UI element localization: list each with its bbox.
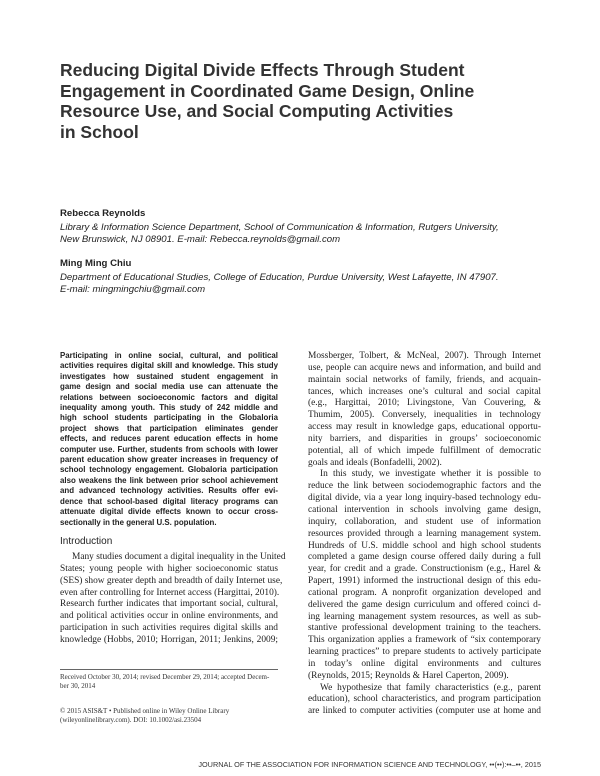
body-line: goals and ideals (Bonfadelli, 2002). [308,457,442,468]
footnote-divider [60,669,278,670]
abstract-line: effects, and reduces parent education effects in home [60,434,278,444]
body-line: are linked to computer activities (computer use at home and [308,706,541,717]
abstract-line: Participating in online social, cultural, and political [60,351,278,360]
title-line: in School [60,121,139,142]
body-line: (Reynolds, 2015; Reynolds & Harel Caperton, 2009). [308,670,509,681]
body-line: Many studies document a digital inequality in the United [72,552,286,562]
footnote-line: © 2015 ASIS&T • Published online in Wiley Online Library [60,707,230,715]
abstract-line: relations between socioeconomic factors and digital [60,392,278,402]
author-block [60,208,560,247]
body-line: tances, which increases one’s cultural and social capital [308,386,541,397]
body-line: cational intervention in schools involving game design, [308,504,541,515]
body-line: delivered the game design curriculum and offered coinci d- [308,599,541,610]
author-name: Rebecca Reynolds [60,208,146,219]
abstract-line: computer use. Further, students from schools with lower [60,444,278,454]
footnote-line: ber 30, 2014 [60,682,96,691]
title-line: Engagement in Coordinated Game Design, Online [60,80,475,101]
body-line: knowledge (Hobbs, 2010; Horrigan, 2011; Jenkins, 2009; [60,634,278,645]
abstract [60,351,278,528]
footnote-line: Received October 30, 2014; revised December 29, 2014; accepted Decem- [60,673,270,681]
body-line: Hundreds of U.S. middle school and high school students [308,540,541,551]
body-line: Thumim, 2005). Conversely, inequalities in technology [308,410,541,421]
body-line: maintain social networks of family, friends, and acquain- [308,374,541,385]
body-line: reduce the link between sociodemographic factors and the [308,481,541,492]
abstract-line: inequality among youth. This study of 242 middle and [60,403,278,413]
body-line: year, for credit and a grade. Constructionism (e.g., Harel & [308,564,541,575]
abstract-line: attenuate digital divide effects known to occur cross- [60,507,278,517]
body-line: In this study, we investigate whether it is possible to [320,469,541,480]
abstract-line: parent education show greater increases in frequency of [60,455,278,465]
body-line: digital divide, via a year long inquiry-based technology edu- [308,493,541,504]
article-title [60,60,530,142]
abstract-line: also weakens the link between prior school achievement [60,475,278,485]
abstract-line: activities requires digital skill and knowledge. This study [60,361,278,371]
body-line: potential, all of which impede fulfillment of democratic [308,445,541,456]
body-line: access may result in knowledge gaps, educational opportu- [308,422,541,433]
author-affiliation: Library & Information Science Department, School of Communication & Information, Rutgers University, [60,221,499,233]
body-line: and political activities occur in online environments, and [60,611,278,622]
body-line: Mossberger, Tolbert, & McNeal, 2007). Through Internet [308,351,541,361]
abstract-line: high school students participating in the Globaloria [60,413,278,423]
body-line: (SES) show greater depth and breadth of daily Internet use, [60,575,283,586]
title-line: Resource Use, and Social Computing Activities [60,101,454,121]
author-name: Ming Ming Chiu [60,258,132,269]
body-line: (e.g., Hargittai, 2010; Livingstone, Van Couvering, & [308,398,541,409]
introduction-body [60,552,286,647]
author-affiliation: Department of Educational Studies, College of Education, Purdue University, West Lafayette, IN 47907. [60,271,499,283]
body-line: nity barriers, and disparities in groups’ socioeconomic [308,433,541,444]
copyright-note [60,707,278,726]
title-line: Reducing Digital Divide Effects Through Student [60,60,465,80]
body-line: education), school characteristics, and program participation [308,694,541,705]
abstract-line: game design and social media use can attenuate the [60,382,278,392]
introduction-heading: Introduction [60,536,113,547]
body-line: use, people can acquire news and information, and build and [308,362,541,373]
abstract-line: project shows that participation eliminates gender [60,423,278,433]
abstract-line: and advanced technology activities. Results offer evi- [60,486,278,496]
body-line: participation in such activities requires digital skills and [60,623,278,634]
abstract-line: sectionally in the general U.S. population. [60,517,217,527]
body-line: cational program. A nonprofit organization developed and [308,587,541,598]
author-block [60,258,560,297]
body-line: States; young people with higher socioeconomic status [60,563,278,574]
right-column-body [308,351,541,718]
running-footer: JOURNAL OF THE ASSOCIATION FOR INFORMATION SCIENCE AND TECHNOLOGY, ••(••):••–••, 2015 [198,760,541,769]
body-line: Research further indicates that important social, cultural, [60,599,278,610]
body-line: learning practices” to prepare students to actively participate [308,647,541,658]
body-line: in today’s online digital environments and cultures [308,658,541,669]
received-dates-note [60,673,278,692]
body-line: completed a game design course offered daily during a full [308,552,541,563]
body-line: resources provided through a learning management system. [308,528,541,539]
body-line: Papert, 1991) informed the instructional design of this edu- [308,576,541,587]
author-affiliation: E-mail: mingmingchiu@gmail.com [60,284,206,295]
footnote-line: (wileyonlinelibrary.com). DOI: 10.1002/asi.23504 [60,716,202,725]
body-line: ing learning management system resources, as well as sub- [308,611,541,622]
abstract-line: investigates how sustained student engagement in [60,371,278,381]
body-line: stantive professional development training to the teachers. [308,623,541,634]
abstract-line: dence that school-based digital literacy programs can [60,496,278,506]
body-line: inquiry, collaboration, and student use of information [308,516,541,527]
body-line: This organization applies a framework of “six contemporary [308,635,541,646]
author-affiliation: New Brunswick, NJ 08901. E-mail: Rebecca.reynolds@gmail.com [60,234,341,245]
body-line: even after controlling for Internet access (Hargittai, 2010). [60,587,280,598]
abstract-line: school technology engagement. Globaloria participation [60,465,278,475]
body-line: We hypothesize that family characteristics (e.g., parent [320,682,541,693]
